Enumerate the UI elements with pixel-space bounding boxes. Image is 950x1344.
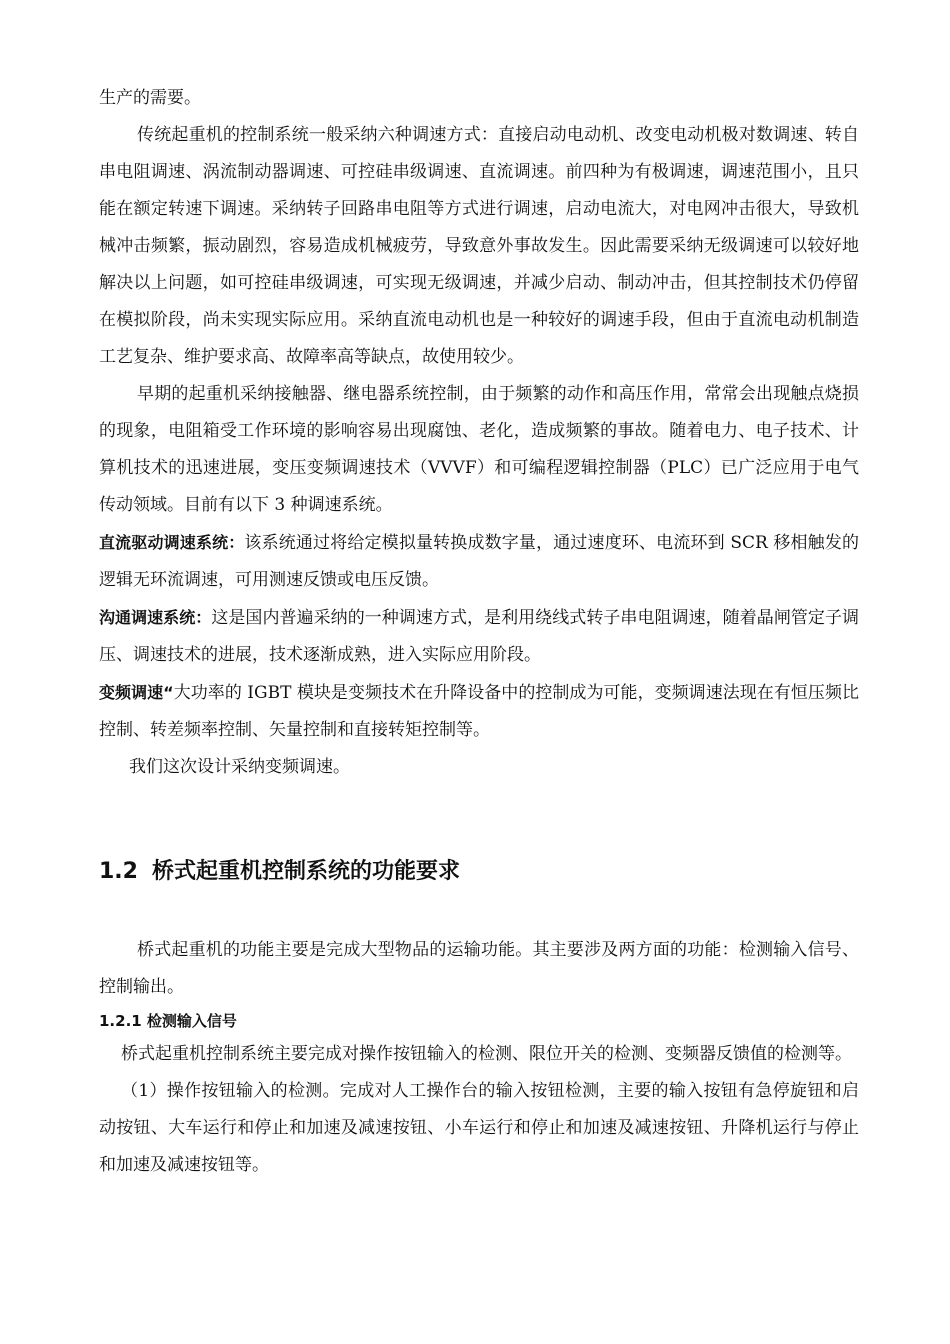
paragraph-speed-methods: 传统起重机的控制系统一般采纳六种调速方式：直接启动电动机、改变电动机极对数调速、转自串电阻调速、涡流制动器调速、可控硅串级调速、直流调速。前四种为有极调速，调速范围小，且只能在额定转速下调速。采纳转子回路串电阻等方式进行调速，启动电流大，对电网冲击很大，导致机械冲击频繁，振动剧烈，容易造成机械疲劳，导致意外事故发生。因此需要采纳无级调速可以较好地解决以上问题，如可控硅串级调速，可实现无级调速，并减少启动、制动冲击，但其控制技术仍停留在模拟阶段，尚未实现实际应用。采纳直流电动机也是一种较好的调速手段，但由于直流电动机制造工艺复杂、维护要求高、故障率高等缺点，故使用较少。 (99, 125, 859, 367)
system-vfd-text: 大功率的 IGBT 模块是变频技术在升降设备中的控制成为可能，变频调速法现在有恒压频比控制、转差频率控制、矢量控制和直接转矩控制等。 (99, 683, 859, 740)
paragraph-section-intro: 桥式起重机的功能主要是完成大型物品的运输功能。其主要涉及两方面的功能：检测输入信号、控制输出。 (99, 940, 859, 997)
subsection-heading: 1.2.1 检测输入信号 (99, 1012, 237, 1030)
system-ac-drive (99, 599, 859, 674)
body-text-top (99, 80, 859, 786)
system-ac-text: 这是国内普遍采纳的一种调速方式，是利用绕线式转子串电阻调速，随着晶闸管定子调压、调速技术的进展，技术逐渐成熟，进入实际应用阶段。 (99, 608, 859, 665)
paragraph-closing: 我们这次设计采纳变频调速。 (129, 757, 350, 777)
section-heading (99, 854, 460, 890)
list-item-1: （1）操作按钮输入的检测。完成对人工操作台的输入按钮检测，主要的输入按钮有急停旋钮和启动按钮、大车运行和停止和加速及减速按钮、小车运行和停止和加速及减速按钮、升降机运行与停止和加速及减速按钮等。 (99, 1081, 859, 1175)
section-number: 1.2 (99, 859, 138, 884)
system-dc-drive (99, 524, 859, 599)
paragraph-subsection-body: 桥式起重机控制系统主要完成对操作按钮输入的检测、限位开关的检测、变频器反馈值的检测等。 (121, 1044, 852, 1064)
paragraph-continuation: 生产的需要。 (99, 88, 201, 108)
system-dc-label: 直流驱动调速系统： (99, 533, 245, 552)
system-vfd-label: 变频调速“ (99, 683, 174, 702)
system-vfd (99, 674, 859, 749)
body-text-section (99, 932, 859, 1184)
section-title: 桥式起重机控制系统的功能要求 (151, 859, 460, 884)
system-ac-label: 沟通调速系统： (99, 608, 212, 627)
system-dc-text: 该系统通过将给定模拟量转换成数字量，通过速度环、电流环到 SCR 移相触发的逻辑无环流调速，可用测速反馈或电压反馈。 (99, 533, 859, 590)
paragraph-early-cranes: 早期的起重机采纳接触器、继电器系统控制，由于频繁的动作和高压作用，常常会出现触点烧损的现象，电阻箱受工作环境的影响容易出现腐蚀、老化，造成频繁的事故。随着电力、电子技术、计算机技术的迅速进展，变压变频调速技术（VVVF）和可编程逻辑控制器（PLC）已广泛应用于电气传动领域。目前有以下 3 种调速系统。 (99, 384, 859, 515)
